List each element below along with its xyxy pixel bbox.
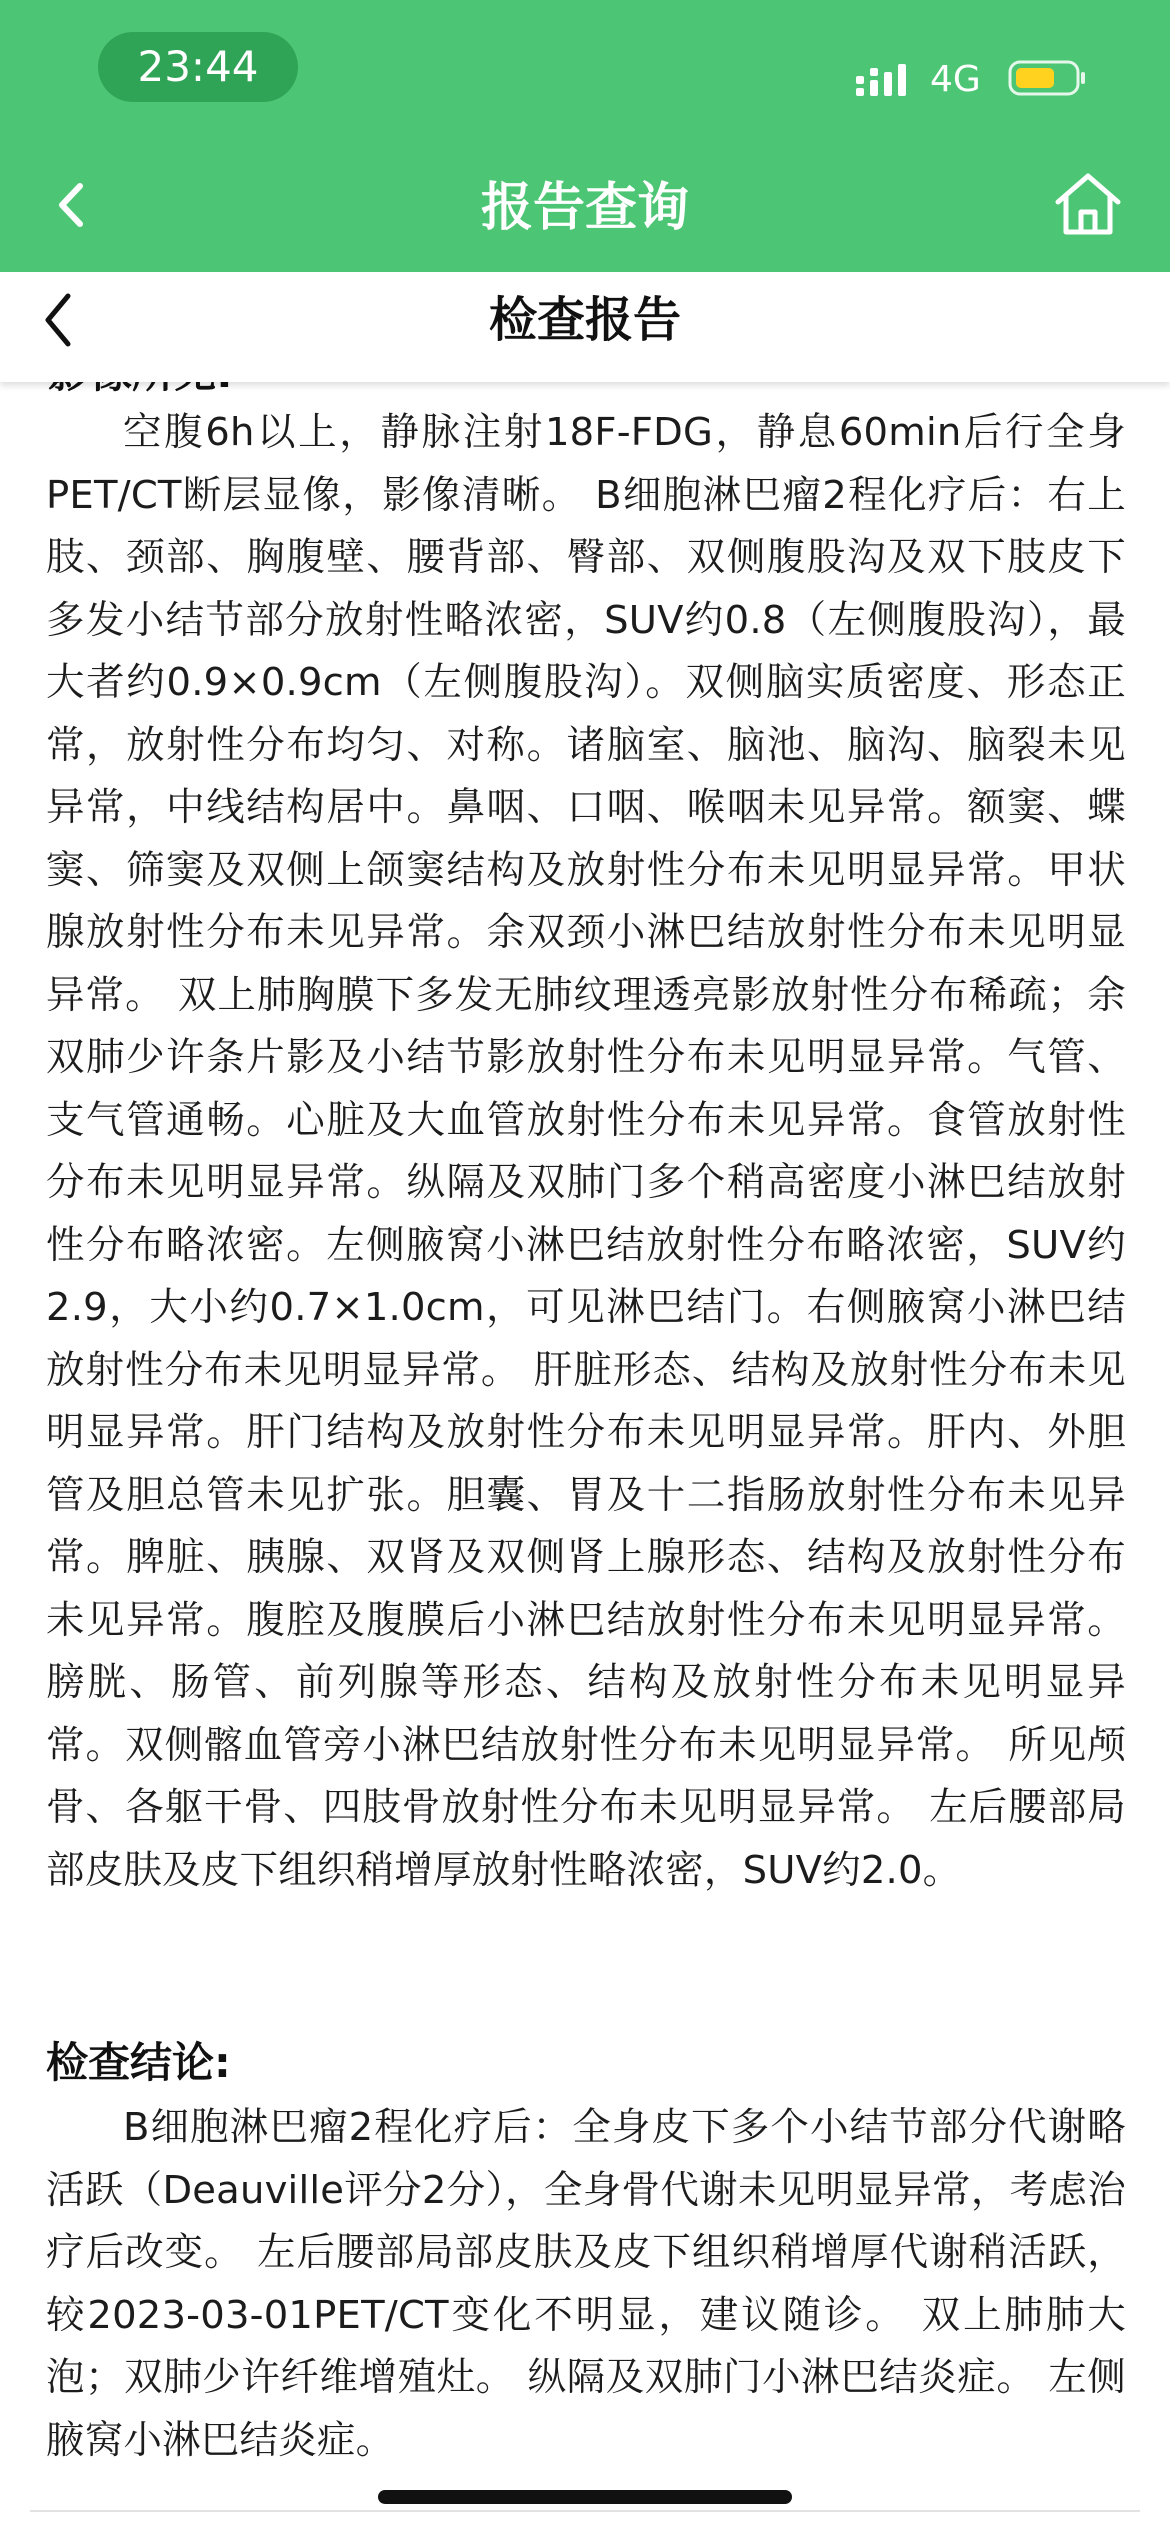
chevron-left-icon[interactable] xyxy=(34,284,84,354)
cellular-signal-icon xyxy=(854,60,914,100)
home-icon[interactable] xyxy=(1052,168,1124,240)
battery-icon xyxy=(1008,58,1088,98)
status-time: 23:44 xyxy=(98,32,298,102)
findings-text: 空腹6h以上，静脉注射18F-FDG，静息60min后行全身PET/CT断层显像，影像清晰。 B细胞淋巴瘤2程化疗后：右上肢、颈部、胸腹壁、腰背部、臀部、双侧腹股沟及双下肢皮下多发小结节部分放射性略浓密，SUV约0.8（左侧腹股沟），最大者约0.9×0.9cm（左侧腹股沟）。双侧脑实质密度、形态正常，放射性分布均匀、对称。诸脑室、脑池、脑沟、脑裂未见异常，中线结构居中。鼻咽、口咽、喉咽未见异常。额窦、蝶窦、筛窦及双侧上颌窦结构及放射性分布未见明显异常。甲状腺放射性分布未见异常。余双颈小淋巴结放射性分布未见明显异常。 双上肺胸膜下多发无肺纹理透亮影放射性分布稀疏；余双肺少许条片影及小结节影放射性分布未见明显异常。气管、支气管通畅。心脏及大血管放射性分布未见异常。食管放射性分布未见明显异常。纵隔及双肺门多个稍高密度小淋巴结放射性分布略浓密。左侧腋窝小淋巴结放射性分布略浓密，SUV约2.9，大小约0.7×1.0cm，可见淋巴结门。右侧腋窝小淋巴结放射性分布未见明显异常。 肝脏形态、结构及放射性分布未见明显异常。肝门结构及放射性分布未见明显异常。肝内、外胆管及胆总管未见扩张。胆囊、胃及十二指肠放射性分布未见异常。脾脏、胰腺、双肾及双侧肾上腺形态、结构及放射性分布未见异常。腹腔及腹膜后小淋巴结放射性分布未见明显异常。 膀胱、肠管、前列腺等形态、结构及放射性分布未见明显异常。双侧髂血管旁小淋巴结放射性分布未见明显异常。 所见颅骨、各躯干骨、四肢骨放射性分布未见明显异常。 左后腰部局部皮肤及皮下组织稍增厚放射性略浓密，SUV约2.0。 xyxy=(46,410,1126,1893)
chevron-left-icon[interactable] xyxy=(44,170,104,240)
report-content[interactable] xyxy=(0,382,1170,2510)
bottom-divider xyxy=(30,2510,1140,2512)
network-type-label: 4G xyxy=(930,59,981,100)
home-indicator[interactable] xyxy=(378,2490,792,2504)
sub-header xyxy=(0,272,1170,382)
sub-page-title: 检查报告 xyxy=(488,292,681,348)
app-header xyxy=(0,0,1170,272)
conclusion-text: B细胞淋巴瘤2程化疗后：全身皮下多个小结节部分代谢略活跃（Deauville评分2分），全身骨代谢未见明显异常，考虑治疗后改变。 左后腰部局部皮肤及皮下组织稍增厚代谢稍活跃，较2023-03-01PET/CT变化不明显，建议随诊。 双上肺肺大泡；双肺少许纤维增殖灶。 纵隔及双肺门小淋巴结炎症。 左侧腋窝小淋巴结炎症。 xyxy=(46,2105,1126,2463)
page-title: 报告查询 xyxy=(480,178,689,238)
conclusion-heading: 检查结论: xyxy=(46,2038,231,2087)
